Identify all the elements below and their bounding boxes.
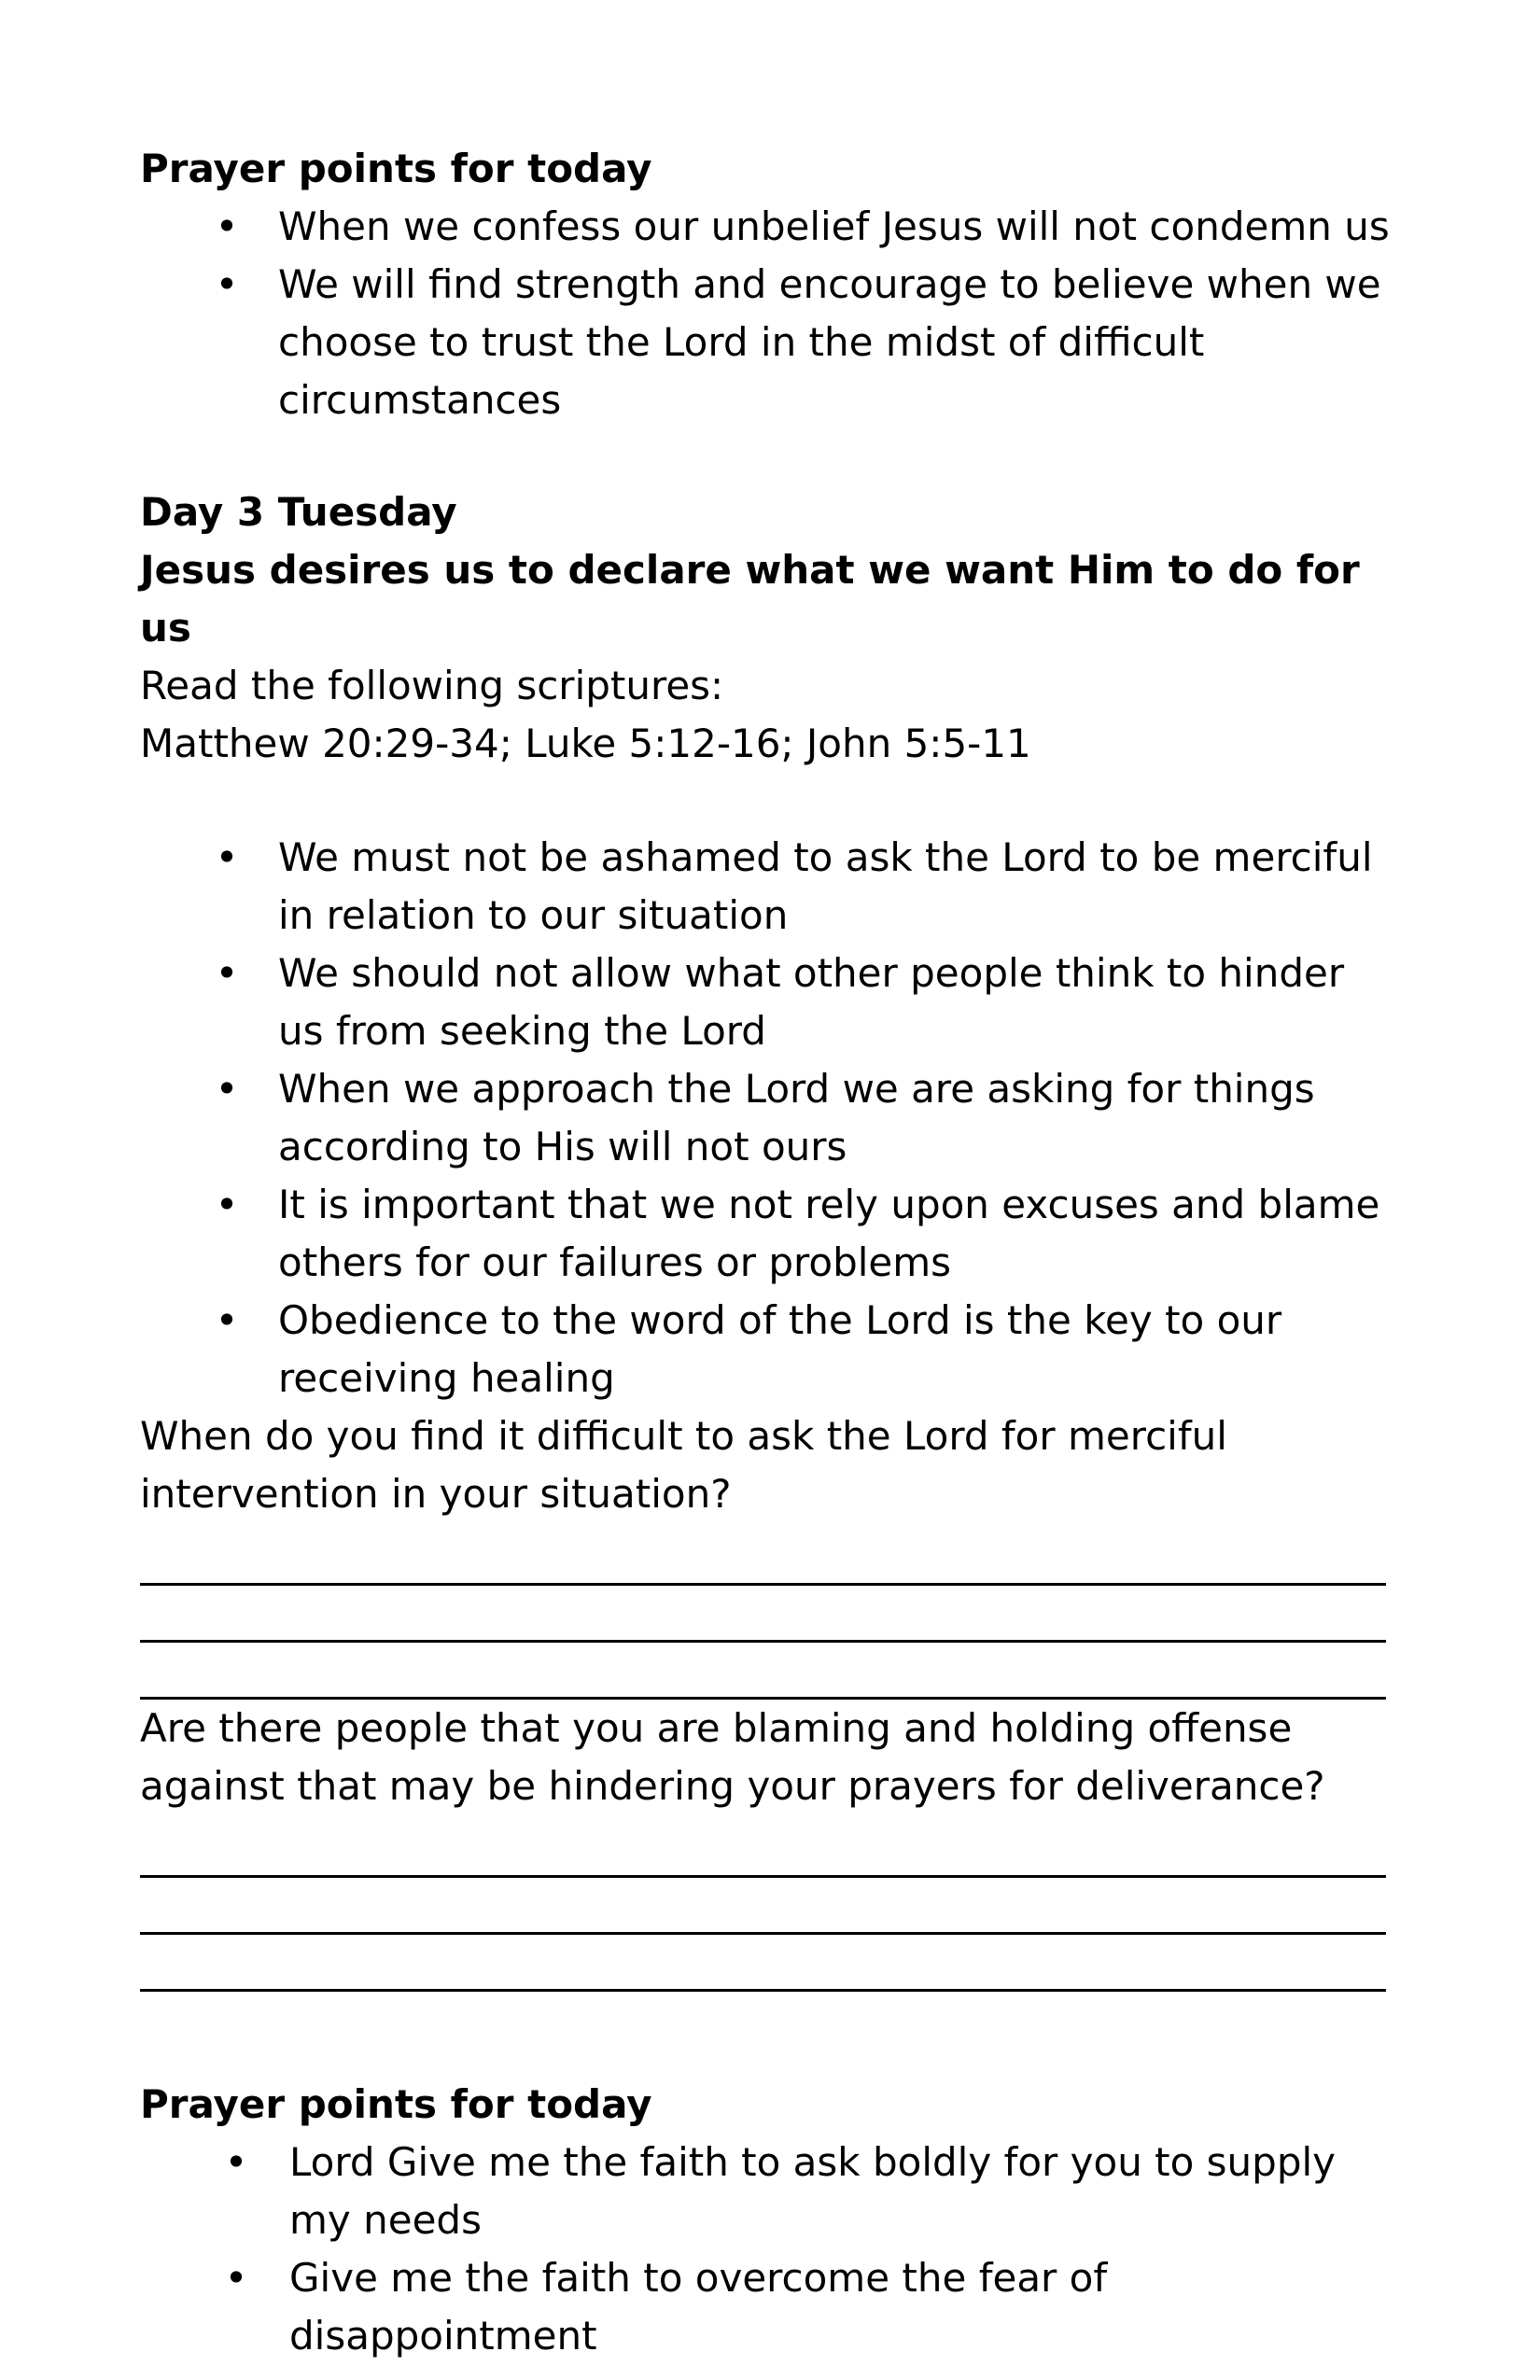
list-item [140, 1292, 1391, 1407]
list-item-text: We will find strength and encourage to believe when we choose to trust the Lord in the midst of difficult circumstances [278, 261, 1381, 423]
lesson-points-list [140, 829, 1391, 1407]
answer-line[interactable] [140, 1586, 1386, 1643]
question-2: Are there people that you are blaming and holding offense against that may be hindering your prayers for deliverance? [140, 1705, 1325, 1809]
prayer-points-heading: Prayer points for today [140, 146, 652, 191]
list-item [140, 945, 1391, 1060]
bullet-icon: • [215, 950, 239, 996]
bullet-icon: • [215, 834, 239, 880]
prayer-points-list [140, 198, 1391, 429]
spacer [140, 1992, 1391, 2076]
list-item-text: Lord Give me the faith to ask boldly for you to supply my needs [289, 2139, 1337, 2243]
list-item [140, 198, 1391, 256]
document-page [140, 140, 1391, 2365]
answer-lines-2 [140, 1815, 1391, 1992]
spacer [140, 773, 1391, 829]
bullet-icon: • [215, 1182, 239, 1227]
list-item-text: When we approach the Lord we are asking for things according to His will not ours [278, 1066, 1315, 1169]
scripture-references: Matthew 20:29-34; Luke 5:12-16; John 5:5-11 [140, 721, 1031, 766]
answer-line[interactable] [140, 1815, 1386, 1878]
bullet-icon: • [215, 203, 239, 249]
spacer [140, 429, 1391, 483]
list-item [140, 2249, 1391, 2365]
list-item-text: We should not allow what other people think to hinder us from seeking the Lord [278, 950, 1345, 1054]
bullet-icon: • [215, 261, 239, 307]
answer-line[interactable] [140, 1643, 1386, 1700]
bullet-icon: • [224, 2139, 248, 2185]
list-item-text: Give me the faith to overcome the fear of disappointment [289, 2255, 1108, 2359]
bullet-icon: • [224, 2255, 248, 2301]
question-1: When do you find it difficult to ask the Lord for merciful intervention in your situation? [140, 1413, 1227, 1517]
list-item-text: It is important that we not rely upon excuses and blame others for our failures or problems [278, 1182, 1380, 1285]
list-item-text: Obedience to the word of the Lord is the key to our receiving healing [278, 1297, 1282, 1401]
prayer-points-heading: Prayer points for today [140, 2081, 652, 2127]
list-item-text: We must not be ashamed to ask the Lord to be merciful in relation to our situation [278, 834, 1373, 938]
answer-line[interactable] [140, 1523, 1386, 1586]
list-item [140, 256, 1391, 429]
day-title: Day 3 Tuesday [140, 489, 457, 535]
list-item [140, 829, 1391, 945]
list-item [140, 1176, 1391, 1292]
bullet-icon: • [215, 1297, 239, 1343]
answer-line[interactable] [140, 1878, 1386, 1935]
day-subtitle: Jesus desires us to declare what we want Him to do for us [140, 547, 1360, 651]
prayer-points-list [140, 2134, 1391, 2365]
list-item [140, 1060, 1391, 1176]
bullet-icon: • [215, 1066, 239, 1112]
answer-line[interactable] [140, 1935, 1386, 1992]
list-item [140, 2134, 1391, 2249]
scripture-instruction: Read the following scriptures: [140, 663, 724, 708]
answer-lines-1 [140, 1523, 1391, 1700]
list-item-text: When we confess our unbelief Jesus will not condemn us [278, 203, 1390, 249]
